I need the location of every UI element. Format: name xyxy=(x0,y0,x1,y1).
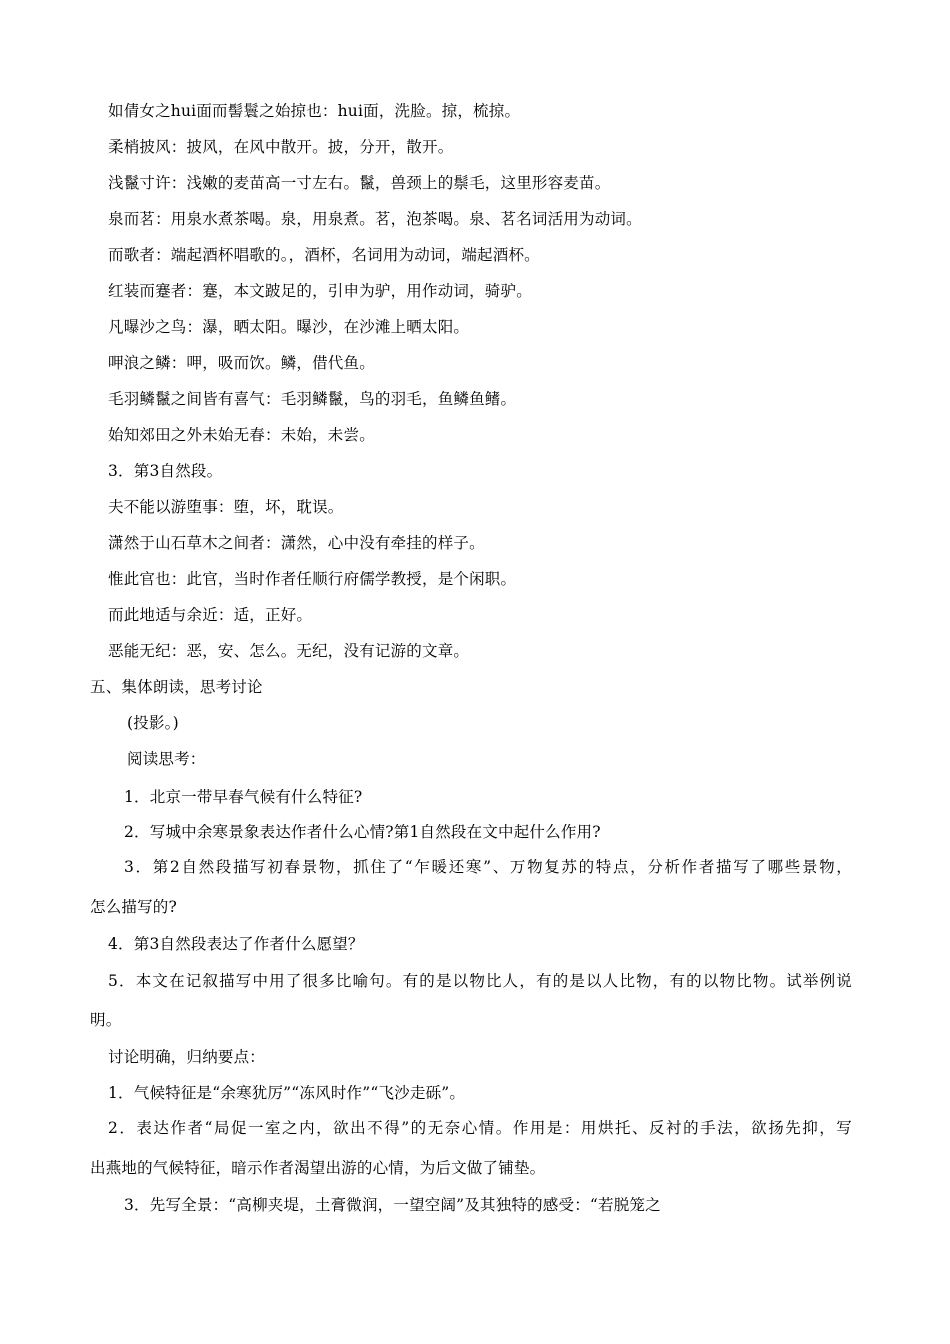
text-line: 柔梢披风：披风，在风中散开。披，分开，散开。 xyxy=(108,138,454,156)
text-line: 毛羽鳞鬣之间皆有喜气：毛羽鳞鬣，鸟的羽毛，鱼鳞鱼鳍。 xyxy=(108,390,517,408)
text-line: 如倩女之hui面而髻鬟之始掠也：hui面，洗脸。掠，梳掠。 xyxy=(108,102,521,120)
text-line: 出燕地的气候特征，暗示作者渴望出游的心情，为后文做了铺垫。 xyxy=(90,1159,546,1177)
text-line: 潇然于山石草木之间者：潇然，心中没有牵挂的样子。 xyxy=(108,534,485,552)
text-line: 红装而蹇者：蹇，本文跛足的，引申为驴，用作动词，骑驴。 xyxy=(108,282,532,300)
text-line: 泉而茗：用泉水煮茶喝。泉，用泉煮。茗，泡茶喝。泉、茗名词活用为动词。 xyxy=(108,210,642,228)
text-line: 凡曝沙之鸟：瀑，晒太阳。曝沙，在沙滩上晒太阳。 xyxy=(108,318,470,336)
text-line: 讨论明确，归纳要点： xyxy=(108,1048,266,1066)
text-line: 而歌者：端起酒杯唱歌的。，酒杯，名词用为动词，端起酒杯。 xyxy=(108,246,540,264)
text-line: 始知郊田之外未始无春：未始，未尝。 xyxy=(108,426,375,444)
question-item: 3．第2自然段描写初春景物，抓住了“乍暖还寒”、万物复苏的特点，分析作者描写了哪些景物， xyxy=(124,858,852,876)
answer-item: 1．气候特征是“余寒犹厉”“冻风时作”“飞沙走砾”。 xyxy=(108,1084,466,1102)
text-line: 明。 xyxy=(90,1011,122,1029)
text-line: (投影。) xyxy=(127,714,179,732)
text-line: 呷浪之鳞：呷，吸而饮。鳞，借代鱼。 xyxy=(108,354,375,372)
text-line: 夫不能以游堕事：堕，坏，耽误。 xyxy=(108,498,344,516)
text-line: 浅鬣寸许：浅嫩的麦苗高一寸左右。鬣，兽颈上的鬃毛，这里形容麦苗。 xyxy=(108,174,611,192)
question-item: 1．北京一带早春气候有什么特征? xyxy=(124,788,363,806)
question-item: 2．写城中余寒景象表达作者什么心情?第1自然段在文中起什么作用? xyxy=(124,823,601,841)
answer-item: 2．表达作者“局促一室之内，欲出不得”的无奈心情。作用是：用烘托、反衬的手法，欲扬先抑，写 xyxy=(108,1119,852,1137)
text-line: 怎么描写的? xyxy=(90,898,178,916)
question-item: 4．第3自然段表达了作者什么愿望？ xyxy=(108,935,364,953)
text-line: 恶能无纪：恶，安、怎么。无纪，没有记游的文章。 xyxy=(108,642,470,660)
text-line: 而此地适与余近：适，正好。 xyxy=(108,606,313,624)
question-item: 5．本文在记叙描写中用了很多比喻句。有的是以物比人，有的是以人比物，有的以物比物。试举例说 xyxy=(108,972,852,990)
text-line: 阅读思考： xyxy=(127,750,206,768)
section-heading: 五、集体朗读，思考讨论 xyxy=(90,678,263,696)
text-line: 惟此官也：此官，当时作者任顺行府儒学教授，是个闲职。 xyxy=(108,570,517,588)
answer-item: 3．先写全景：“高柳夹堤，土膏微润，一望空阔”及其独特的感受：“若脱笼之 xyxy=(124,1196,661,1214)
section-heading: 3．第3自然段。 xyxy=(108,462,223,480)
